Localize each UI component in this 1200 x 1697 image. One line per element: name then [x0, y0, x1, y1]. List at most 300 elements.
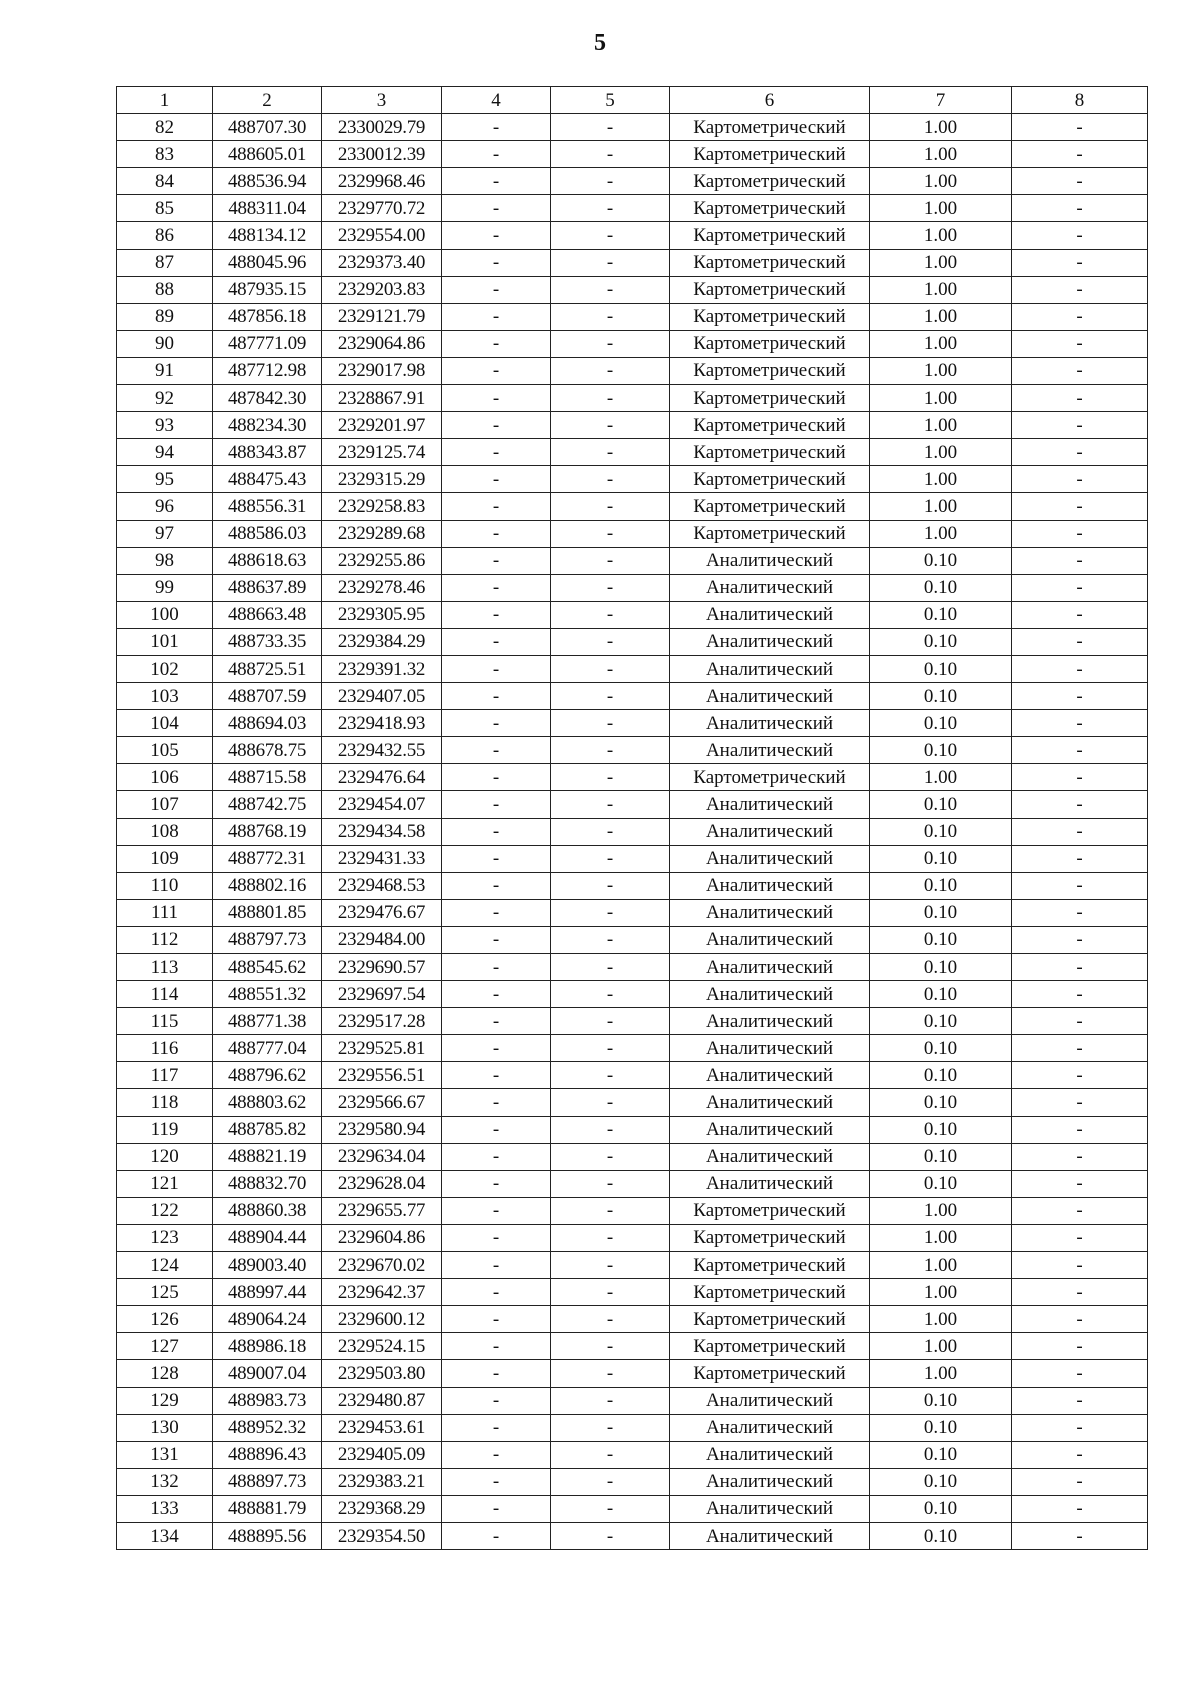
x-coordinate-cell: 487856.18	[213, 303, 322, 330]
column-5-cell: -	[551, 520, 670, 547]
y-coordinate-cell: 2329480.87	[322, 1387, 442, 1414]
method-cell: Аналитический	[670, 601, 870, 628]
method-cell: Аналитический	[670, 1170, 870, 1197]
column-5-cell: -	[551, 222, 670, 249]
y-coordinate-cell: 2330029.79	[322, 114, 442, 141]
column-8-cell: -	[1012, 520, 1148, 547]
column-4-cell: -	[442, 1170, 551, 1197]
column-4-cell: -	[442, 899, 551, 926]
y-coordinate-cell: 2329697.54	[322, 981, 442, 1008]
y-coordinate-cell: 2329431.33	[322, 845, 442, 872]
y-coordinate-cell: 2329670.02	[322, 1252, 442, 1279]
method-cell: Картометрический	[670, 385, 870, 412]
accuracy-cell: 1.00	[870, 249, 1012, 276]
y-coordinate-cell: 2329125.74	[322, 439, 442, 466]
column-8-cell: -	[1012, 737, 1148, 764]
y-coordinate-cell: 2329121.79	[322, 303, 442, 330]
column-4-cell: -	[442, 276, 551, 303]
x-coordinate-cell: 488952.32	[213, 1414, 322, 1441]
column-4-cell: -	[442, 655, 551, 682]
point-number-cell: 113	[117, 954, 213, 981]
column-8-cell: -	[1012, 276, 1148, 303]
column-4-cell: -	[442, 1414, 551, 1441]
x-coordinate-cell: 488134.12	[213, 222, 322, 249]
column-5-cell: -	[551, 1197, 670, 1224]
x-coordinate-cell: 488881.79	[213, 1495, 322, 1522]
column-8-cell: -	[1012, 954, 1148, 981]
column-8-cell: -	[1012, 601, 1148, 628]
method-cell: Картометрический	[670, 466, 870, 493]
table-row	[117, 357, 1148, 384]
method-cell: Картометрический	[670, 493, 870, 520]
method-cell: Аналитический	[670, 1468, 870, 1495]
column-8-cell: -	[1012, 628, 1148, 655]
accuracy-cell: 1.00	[870, 466, 1012, 493]
table-row	[117, 1441, 1148, 1468]
point-number-cell: 121	[117, 1170, 213, 1197]
column-4-cell: -	[442, 222, 551, 249]
column-8-cell: -	[1012, 195, 1148, 222]
point-number-cell: 117	[117, 1062, 213, 1089]
column-5-cell: -	[551, 601, 670, 628]
column-4-cell: -	[442, 818, 551, 845]
y-coordinate-cell: 2329407.05	[322, 683, 442, 710]
column-4-cell: -	[442, 1224, 551, 1251]
accuracy-cell: 1.00	[870, 276, 1012, 303]
point-number-cell: 93	[117, 412, 213, 439]
y-coordinate-cell: 2329690.57	[322, 954, 442, 981]
accuracy-cell: 0.10	[870, 954, 1012, 981]
column-4-cell: -	[442, 547, 551, 574]
y-coordinate-cell: 2329655.77	[322, 1197, 442, 1224]
column-8-cell: -	[1012, 872, 1148, 899]
accuracy-cell: 0.10	[870, 683, 1012, 710]
y-coordinate-cell: 2329305.95	[322, 601, 442, 628]
column-5-cell: -	[551, 547, 670, 574]
table-row	[117, 1333, 1148, 1360]
table-body	[117, 114, 1148, 1550]
table-row	[117, 141, 1148, 168]
x-coordinate-cell: 488896.43	[213, 1441, 322, 1468]
table-row	[117, 1062, 1148, 1089]
column-header: 6	[670, 87, 870, 114]
method-cell: Картометрический	[670, 1252, 870, 1279]
column-4-cell: -	[442, 872, 551, 899]
accuracy-cell: 0.10	[870, 628, 1012, 655]
method-cell: Картометрический	[670, 439, 870, 466]
column-5-cell: -	[551, 1252, 670, 1279]
table-row	[117, 520, 1148, 547]
y-coordinate-cell: 2329517.28	[322, 1008, 442, 1035]
point-number-cell: 115	[117, 1008, 213, 1035]
point-number-cell: 124	[117, 1252, 213, 1279]
y-coordinate-cell: 2329604.86	[322, 1224, 442, 1251]
point-number-cell: 122	[117, 1197, 213, 1224]
y-coordinate-cell: 2328867.91	[322, 385, 442, 412]
accuracy-cell: 0.10	[870, 872, 1012, 899]
accuracy-cell: 1.00	[870, 493, 1012, 520]
y-coordinate-cell: 2329524.15	[322, 1333, 442, 1360]
point-number-cell: 82	[117, 114, 213, 141]
method-cell: Аналитический	[670, 628, 870, 655]
table-row	[117, 737, 1148, 764]
column-5-cell: -	[551, 926, 670, 953]
column-5-cell: -	[551, 655, 670, 682]
x-coordinate-cell: 488796.62	[213, 1062, 322, 1089]
column-8-cell: -	[1012, 1495, 1148, 1522]
column-4-cell: -	[442, 1116, 551, 1143]
method-cell: Аналитический	[670, 899, 870, 926]
y-coordinate-cell: 2329476.67	[322, 899, 442, 926]
table-row	[117, 872, 1148, 899]
column-8-cell: -	[1012, 466, 1148, 493]
column-5-cell: -	[551, 276, 670, 303]
column-header: 8	[1012, 87, 1148, 114]
point-number-cell: 119	[117, 1116, 213, 1143]
y-coordinate-cell: 2329368.29	[322, 1495, 442, 1522]
accuracy-cell: 0.10	[870, 981, 1012, 1008]
method-cell: Картометрический	[670, 1279, 870, 1306]
column-4-cell: -	[442, 1197, 551, 1224]
column-8-cell: -	[1012, 926, 1148, 953]
column-5-cell: -	[551, 628, 670, 655]
method-cell: Картометрический	[670, 303, 870, 330]
column-5-cell: -	[551, 1008, 670, 1035]
column-8-cell: -	[1012, 1143, 1148, 1170]
method-cell: Картометрический	[670, 1224, 870, 1251]
accuracy-cell: 1.00	[870, 385, 1012, 412]
x-coordinate-cell: 488618.63	[213, 547, 322, 574]
table-row	[117, 1224, 1148, 1251]
y-coordinate-cell: 2329354.50	[322, 1522, 442, 1549]
point-number-cell: 86	[117, 222, 213, 249]
point-number-cell: 111	[117, 899, 213, 926]
x-coordinate-cell: 488983.73	[213, 1387, 322, 1414]
accuracy-cell: 1.00	[870, 141, 1012, 168]
point-number-cell: 108	[117, 818, 213, 845]
method-cell: Аналитический	[670, 954, 870, 981]
method-cell: Картометрический	[670, 1333, 870, 1360]
point-number-cell: 97	[117, 520, 213, 547]
column-8-cell: -	[1012, 222, 1148, 249]
column-4-cell: -	[442, 330, 551, 357]
table-row	[117, 954, 1148, 981]
column-5-cell: -	[551, 114, 670, 141]
column-4-cell: -	[442, 764, 551, 791]
point-number-cell: 95	[117, 466, 213, 493]
y-coordinate-cell: 2329503.80	[322, 1360, 442, 1387]
y-coordinate-cell: 2329484.00	[322, 926, 442, 953]
column-5-cell: -	[551, 303, 670, 330]
x-coordinate-cell: 488586.03	[213, 520, 322, 547]
table-row	[117, 1116, 1148, 1143]
accuracy-cell: 1.00	[870, 1333, 1012, 1360]
column-5-cell: -	[551, 249, 670, 276]
y-coordinate-cell: 2329634.04	[322, 1143, 442, 1170]
x-coordinate-cell: 488663.48	[213, 601, 322, 628]
column-5-cell: -	[551, 981, 670, 1008]
column-5-cell: -	[551, 1414, 670, 1441]
accuracy-cell: 1.00	[870, 195, 1012, 222]
y-coordinate-cell: 2329258.83	[322, 493, 442, 520]
y-coordinate-cell: 2329203.83	[322, 276, 442, 303]
column-8-cell: -	[1012, 1170, 1148, 1197]
column-8-cell: -	[1012, 330, 1148, 357]
point-number-cell: 102	[117, 655, 213, 682]
accuracy-cell: 0.10	[870, 737, 1012, 764]
column-8-cell: -	[1012, 1387, 1148, 1414]
column-8-cell: -	[1012, 357, 1148, 384]
table-row	[117, 1279, 1148, 1306]
x-coordinate-cell: 488733.35	[213, 628, 322, 655]
y-coordinate-cell: 2329432.55	[322, 737, 442, 764]
method-cell: Аналитический	[670, 1143, 870, 1170]
x-coordinate-cell: 488536.94	[213, 168, 322, 195]
point-number-cell: 89	[117, 303, 213, 330]
table-row	[117, 1306, 1148, 1333]
accuracy-cell: 0.10	[870, 1468, 1012, 1495]
column-8-cell: -	[1012, 845, 1148, 872]
y-coordinate-cell: 2329289.68	[322, 520, 442, 547]
point-number-cell: 88	[117, 276, 213, 303]
x-coordinate-cell: 488768.19	[213, 818, 322, 845]
x-coordinate-cell: 488545.62	[213, 954, 322, 981]
column-4-cell: -	[442, 249, 551, 276]
column-5-cell: -	[551, 1062, 670, 1089]
point-number-cell: 120	[117, 1143, 213, 1170]
y-coordinate-cell: 2329373.40	[322, 249, 442, 276]
x-coordinate-cell: 488803.62	[213, 1089, 322, 1116]
column-8-cell: -	[1012, 981, 1148, 1008]
y-coordinate-cell: 2329255.86	[322, 547, 442, 574]
column-4-cell: -	[442, 1495, 551, 1522]
column-4-cell: -	[442, 845, 551, 872]
method-cell: Аналитический	[670, 737, 870, 764]
column-8-cell: -	[1012, 1062, 1148, 1089]
method-cell: Картометрический	[670, 114, 870, 141]
column-4-cell: -	[442, 466, 551, 493]
method-cell: Картометрический	[670, 222, 870, 249]
column-4-cell: -	[442, 357, 551, 384]
table-row	[117, 764, 1148, 791]
y-coordinate-cell: 2329968.46	[322, 168, 442, 195]
point-number-cell: 98	[117, 547, 213, 574]
x-coordinate-cell: 488777.04	[213, 1035, 322, 1062]
x-coordinate-cell: 488821.19	[213, 1143, 322, 1170]
x-coordinate-cell: 488311.04	[213, 195, 322, 222]
y-coordinate-cell: 2329405.09	[322, 1441, 442, 1468]
x-coordinate-cell: 488801.85	[213, 899, 322, 926]
table-row	[117, 276, 1148, 303]
point-number-cell: 125	[117, 1279, 213, 1306]
column-5-cell: -	[551, 1360, 670, 1387]
method-cell: Картометрический	[670, 276, 870, 303]
accuracy-cell: 0.10	[870, 926, 1012, 953]
accuracy-cell: 0.10	[870, 1035, 1012, 1062]
table-row	[117, 574, 1148, 601]
table-row	[117, 1170, 1148, 1197]
column-4-cell: -	[442, 1143, 551, 1170]
x-coordinate-cell: 488832.70	[213, 1170, 322, 1197]
method-cell: Аналитический	[670, 1495, 870, 1522]
column-header: 1	[117, 87, 213, 114]
column-4-cell: -	[442, 737, 551, 764]
column-4-cell: -	[442, 1252, 551, 1279]
table-row	[117, 249, 1148, 276]
column-8-cell: -	[1012, 1522, 1148, 1549]
column-4-cell: -	[442, 1062, 551, 1089]
table-row	[117, 791, 1148, 818]
column-8-cell: -	[1012, 1197, 1148, 1224]
y-coordinate-cell: 2329566.67	[322, 1089, 442, 1116]
accuracy-cell: 0.10	[870, 1522, 1012, 1549]
x-coordinate-cell: 488771.38	[213, 1008, 322, 1035]
column-5-cell: -	[551, 818, 670, 845]
column-8-cell: -	[1012, 1224, 1148, 1251]
x-coordinate-cell: 487935.15	[213, 276, 322, 303]
method-cell: Аналитический	[670, 1116, 870, 1143]
column-5-cell: -	[551, 1035, 670, 1062]
y-coordinate-cell: 2329017.98	[322, 357, 442, 384]
point-number-cell: 100	[117, 601, 213, 628]
method-cell: Аналитический	[670, 1008, 870, 1035]
x-coordinate-cell: 488694.03	[213, 710, 322, 737]
column-8-cell: -	[1012, 1252, 1148, 1279]
accuracy-cell: 0.10	[870, 601, 1012, 628]
x-coordinate-cell: 488772.31	[213, 845, 322, 872]
y-coordinate-cell: 2329453.61	[322, 1414, 442, 1441]
point-number-cell: 84	[117, 168, 213, 195]
y-coordinate-cell: 2329580.94	[322, 1116, 442, 1143]
table-row	[117, 330, 1148, 357]
column-8-cell: -	[1012, 1414, 1148, 1441]
point-number-cell: 114	[117, 981, 213, 1008]
column-5-cell: -	[551, 683, 670, 710]
x-coordinate-cell: 488725.51	[213, 655, 322, 682]
column-4-cell: -	[442, 141, 551, 168]
column-5-cell: -	[551, 791, 670, 818]
accuracy-cell: 1.00	[870, 764, 1012, 791]
x-coordinate-cell: 488785.82	[213, 1116, 322, 1143]
column-5-cell: -	[551, 1468, 670, 1495]
column-8-cell: -	[1012, 710, 1148, 737]
table-row	[117, 845, 1148, 872]
accuracy-cell: 1.00	[870, 1252, 1012, 1279]
table-row	[117, 195, 1148, 222]
accuracy-cell: 0.10	[870, 655, 1012, 682]
column-5-cell: -	[551, 1441, 670, 1468]
column-5-cell: -	[551, 872, 670, 899]
accuracy-cell: 0.10	[870, 1062, 1012, 1089]
y-coordinate-cell: 2329468.53	[322, 872, 442, 899]
method-cell: Картометрический	[670, 1360, 870, 1387]
column-4-cell: -	[442, 412, 551, 439]
column-8-cell: -	[1012, 249, 1148, 276]
x-coordinate-cell: 488551.32	[213, 981, 322, 1008]
column-8-cell: -	[1012, 1089, 1148, 1116]
y-coordinate-cell: 2329556.51	[322, 1062, 442, 1089]
x-coordinate-cell: 488045.96	[213, 249, 322, 276]
y-coordinate-cell: 2329391.32	[322, 655, 442, 682]
column-4-cell: -	[442, 1306, 551, 1333]
column-8-cell: -	[1012, 683, 1148, 710]
point-number-cell: 133	[117, 1495, 213, 1522]
column-5-cell: -	[551, 1279, 670, 1306]
y-coordinate-cell: 2329770.72	[322, 195, 442, 222]
method-cell: Картометрический	[670, 249, 870, 276]
column-4-cell: -	[442, 385, 551, 412]
x-coordinate-cell: 489003.40	[213, 1252, 322, 1279]
column-5-cell: -	[551, 1522, 670, 1549]
accuracy-cell: 1.00	[870, 168, 1012, 195]
point-number-cell: 118	[117, 1089, 213, 1116]
column-header: 3	[322, 87, 442, 114]
x-coordinate-cell: 488986.18	[213, 1333, 322, 1360]
column-5-cell: -	[551, 1224, 670, 1251]
point-number-cell: 127	[117, 1333, 213, 1360]
method-cell: Аналитический	[670, 981, 870, 1008]
x-coordinate-cell: 488742.75	[213, 791, 322, 818]
table-row	[117, 547, 1148, 574]
x-coordinate-cell: 488556.31	[213, 493, 322, 520]
table-row	[117, 1468, 1148, 1495]
table-row	[117, 1089, 1148, 1116]
table-row	[117, 466, 1148, 493]
method-cell: Аналитический	[670, 547, 870, 574]
accuracy-cell: 1.00	[870, 357, 1012, 384]
x-coordinate-cell: 488797.73	[213, 926, 322, 953]
accuracy-cell: 1.00	[870, 439, 1012, 466]
method-cell: Аналитический	[670, 683, 870, 710]
table-row	[117, 439, 1148, 466]
column-4-cell: -	[442, 1522, 551, 1549]
column-4-cell: -	[442, 1279, 551, 1306]
accuracy-cell: 1.00	[870, 222, 1012, 249]
y-coordinate-cell: 2329315.29	[322, 466, 442, 493]
column-4-cell: -	[442, 1008, 551, 1035]
column-8-cell: -	[1012, 1441, 1148, 1468]
point-number-cell: 87	[117, 249, 213, 276]
column-5-cell: -	[551, 195, 670, 222]
table-row	[117, 303, 1148, 330]
accuracy-cell: 0.10	[870, 791, 1012, 818]
column-4-cell: -	[442, 601, 551, 628]
x-coordinate-cell: 487771.09	[213, 330, 322, 357]
column-5-cell: -	[551, 493, 670, 520]
x-coordinate-cell: 488997.44	[213, 1279, 322, 1306]
point-number-cell: 131	[117, 1441, 213, 1468]
column-4-cell: -	[442, 195, 551, 222]
accuracy-cell: 0.10	[870, 574, 1012, 601]
column-5-cell: -	[551, 1495, 670, 1522]
point-number-cell: 134	[117, 1522, 213, 1549]
point-number-cell: 94	[117, 439, 213, 466]
y-coordinate-cell: 2329554.00	[322, 222, 442, 249]
point-number-cell: 132	[117, 1468, 213, 1495]
column-5-cell: -	[551, 1170, 670, 1197]
column-8-cell: -	[1012, 1468, 1148, 1495]
column-4-cell: -	[442, 439, 551, 466]
column-8-cell: -	[1012, 439, 1148, 466]
column-5-cell: -	[551, 1116, 670, 1143]
point-number-cell: 112	[117, 926, 213, 953]
x-coordinate-cell: 488605.01	[213, 141, 322, 168]
accuracy-cell: 1.00	[870, 1224, 1012, 1251]
method-cell: Аналитический	[670, 710, 870, 737]
method-cell: Картометрический	[670, 764, 870, 791]
x-coordinate-cell: 488904.44	[213, 1224, 322, 1251]
x-coordinate-cell: 488475.43	[213, 466, 322, 493]
